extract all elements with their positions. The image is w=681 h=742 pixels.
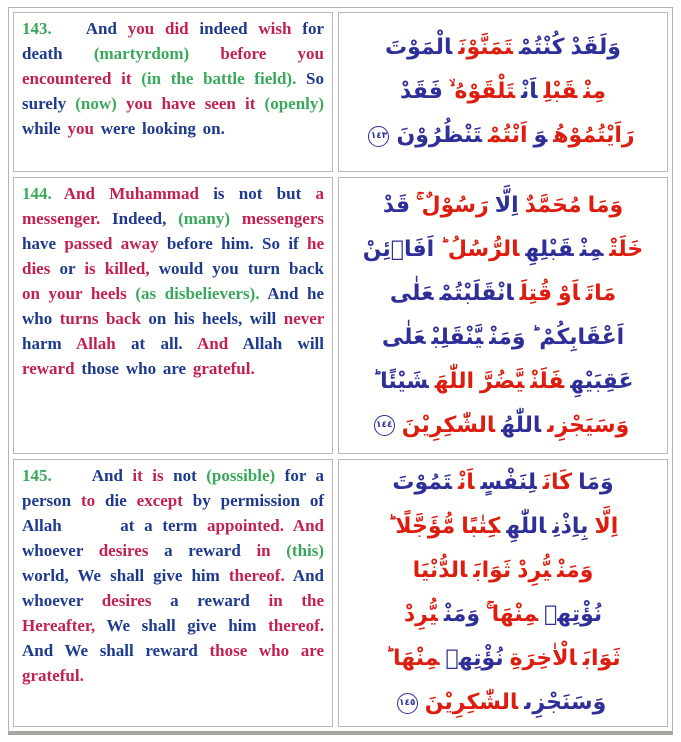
english-segment: would you turn back [158,259,325,278]
arabic-word: مَاتَ [585,280,617,306]
arabic-word: الشّٰكِرِيْنَ [401,412,496,438]
english-segment: or [59,259,76,278]
english-cell-verse-145 [13,459,333,727]
english-segment: die [105,491,127,510]
english-segment: (many) [178,209,231,228]
english-segment: you [67,119,94,138]
english-segment: desires [101,591,152,610]
english-segment: world, We shall give him [22,566,220,585]
arabic-word: مِنْ [579,236,604,262]
arabic-word: اللّٰهِ [506,514,547,539]
english-segment: to [81,491,96,510]
arabic-word: قَدْ [382,192,410,218]
english-segment: a reward [170,591,250,610]
english-segment: Allah [76,334,116,353]
arabic-word: وَمَا [587,192,624,218]
english-segment: thereof. [268,616,324,635]
arabic-word: وَمَا [578,470,614,495]
english-segment: And whoever [22,566,325,610]
english-segment: in the Hereafter, [22,591,324,635]
arabic-word: اِلَّا [494,192,519,218]
arabic-line [349,316,657,360]
english-segment: Indeed, [112,209,167,228]
verse-number: 145. [22,466,52,485]
arabic-line [349,114,657,158]
arabic-word: عَلٰى [381,324,426,350]
arabic-word: وَمَنْ [557,558,594,583]
arabic-line [349,184,657,228]
arabic-line [349,549,657,593]
arabic-word: وَمَنْ [443,602,481,627]
arabic-word: شَيْئًا ؕ [372,368,429,394]
english-segment: And he who [22,284,325,328]
english-segment: So surely [22,69,325,113]
english-segment: by permission of Allah [22,491,324,535]
english-segment: (this) [286,541,325,560]
english-segment: is not but [213,184,302,203]
english-segment: except [136,491,183,510]
arabic-word: اَوْ [557,280,580,306]
arabic-word: قَبْلِ [543,79,578,104]
english-cell-verse-143 [13,12,333,172]
arabic-line [349,360,657,404]
english-segment: while [22,119,61,138]
arabic-word: رَسُوْلٌ ۚ [416,192,489,218]
arabic-word: اَفَا۟ئِنْ [362,236,435,262]
arabic-word: وَمَنْ [489,324,526,350]
english-segment: were looking on. [100,119,225,138]
arabic-word: تَمُوْتَ [392,470,453,495]
arabic-word: تَمَنَّوْنَ [458,35,513,60]
arabic-word: الْاٰخِرَةِ [509,646,577,671]
arabic-word: يُّرِدْ [403,602,438,627]
english-cell-verse-144 [13,177,333,454]
english-segment: And [91,466,123,485]
arabic-word: عَلٰى [389,280,434,306]
english-segment: (possible) [206,466,276,485]
arabic-word: فَقَدْ [400,79,443,104]
arabic-word: الشّٰكِرِيْنَ [424,690,519,715]
english-segment: for death [22,19,324,63]
english-segment: he dies [22,234,325,278]
arabic-cell-verse-145 [338,459,668,727]
arabic-line [349,461,657,505]
arabic-word: نُؤْتِهٖ [544,602,603,627]
english-segment: (martyrdom) [93,44,190,63]
english-segment: thereof. [228,566,285,585]
arabic-word: فَلَنْ [530,368,565,394]
arabic-word: كُنْتُمْ [518,35,565,60]
arabic-word: مِنْ [583,79,606,104]
arabic-word: اَعْقَابِكُمْ ؕ [531,324,625,350]
arabic-word: اَنْتُمْ [487,123,528,148]
english-segment: those who are grateful. [22,641,325,685]
english-segment: indeed [199,19,248,38]
english-segment: before him. So if [166,234,299,253]
arabic-word: وَسَيَجْزِى [547,412,630,438]
ayah-end-medallion: ١٤٤ [374,415,395,436]
english-segment: have [22,234,56,253]
english-segment: on your heels [22,284,127,303]
arabic-line [349,637,657,681]
arabic-line [349,505,657,549]
english-segment: you did [127,19,189,38]
ayah-end-medallion: ١٤٣ [368,126,389,147]
english-segment: passed away [64,234,159,253]
english-segment: Allah will [242,334,324,353]
arabic-line [349,26,657,70]
arabic-word: تَنْظُرُوْنَ [396,123,482,148]
arabic-word: وَلَقَدْ [570,35,621,60]
english-segment: those who are [81,359,187,378]
english-segment: before you encountered it [22,44,324,88]
english-segment: And We shall reward [22,641,198,660]
english-segment: harm [22,334,62,353]
arabic-word: بِاِذْنِ [552,514,589,539]
arabic-word: وَ [533,123,548,148]
english-segment: (as disbelievers). [135,284,260,303]
arabic-word: اَنْ [521,79,538,104]
arabic-line [349,228,657,272]
arabic-word: اللّٰهَ [434,368,475,394]
verse-number: 144. [22,184,52,203]
arabic-line [349,404,657,448]
english-segment: desires [98,541,149,560]
english-segment: And [85,19,117,38]
arabic-word: يُّرِدْ [517,558,552,583]
arabic-word: الرُّسُلُ ؕ [440,236,520,262]
english-segment: (openly) [264,94,325,113]
english-segment: wish [258,19,292,38]
arabic-word: كِتٰبًا [461,514,501,539]
english-segment [71,516,110,535]
arabic-word: نُؤْتِهٖ [445,646,504,671]
arabic-word: اِلَّا [594,514,619,539]
arabic-word: ثَوَابَ [473,558,512,583]
arabic-word: عَقِبَيْهِ [570,368,634,394]
arabic-word: رَاَيْتُمُوْهُ [553,123,635,148]
english-segment: on his heels, will [148,309,277,328]
arabic-word: لِنَفْسٍ [480,470,537,495]
arabic-word: اَنْ [458,470,475,495]
arabic-word: قُتِلَ [519,280,552,306]
english-segment: is killed, [84,259,150,278]
english-segment: reward [22,359,75,378]
arabic-word: قَبْلِهِ [525,236,574,262]
english-segment: you have seen it [125,94,256,113]
english-segment: And [292,516,325,535]
arabic-word: مِنْهَا ؕ [385,646,440,671]
arabic-cell-verse-143 [338,12,668,172]
english-segment: never [283,309,325,328]
arabic-word: خَلَتْ [609,236,644,262]
english-segment: (now) [75,94,117,113]
english-segment: And [197,334,229,353]
english-segment: whoever [22,541,84,560]
arabic-word: انْقَلَبْتُمْ [439,280,514,306]
english-segment: (in the battle field). [141,69,297,88]
arabic-line [349,593,657,637]
ayah-end-medallion: ١٤٥ [397,693,418,714]
english-segment: not [173,466,197,485]
arabic-cell-verse-144 [338,177,668,454]
english-segment: it is [132,466,164,485]
arabic-word: الْمَوْتَ [385,35,453,60]
english-segment: a messenger. [22,184,325,228]
arabic-word: اللّٰهُ [501,412,542,438]
english-segment: messengers [241,209,324,228]
english-segment: for a person [22,466,325,510]
english-segment: And Muhammad [63,184,199,203]
arabic-word: يَّضُرَّ [480,368,525,394]
arabic-word: مُّؤَجَّلًا ؕ [387,514,456,539]
arabic-word: الدُّنْيَا [412,558,468,583]
english-segment: grateful. [192,359,255,378]
arabic-line [349,272,657,316]
arabic-word: ثَوَابَ [582,646,621,671]
english-segment: at a term [120,516,198,535]
arabic-word: كَانَ [542,470,573,495]
english-segment: at all. [131,334,183,353]
english-segment: appointed. [207,516,285,535]
arabic-word: وَسَنَجْزِى [524,690,607,715]
arabic-line [349,70,657,114]
english-segment: in [256,541,271,560]
arabic-word: يَّنْقَلِبْ [431,324,484,350]
arabic-word: مُحَمَّدٌ [524,192,582,218]
english-segment: We shall give him [106,616,257,635]
arabic-word: تَلْقَوْهُ ۙ [448,79,516,104]
arabic-word: مِنْهَا ۚ [486,602,539,627]
english-segment: a reward [164,541,241,560]
english-segment: turns back [59,309,141,328]
verse-number: 143. [22,19,52,38]
translation-table [8,7,673,735]
arabic-line [349,681,657,725]
